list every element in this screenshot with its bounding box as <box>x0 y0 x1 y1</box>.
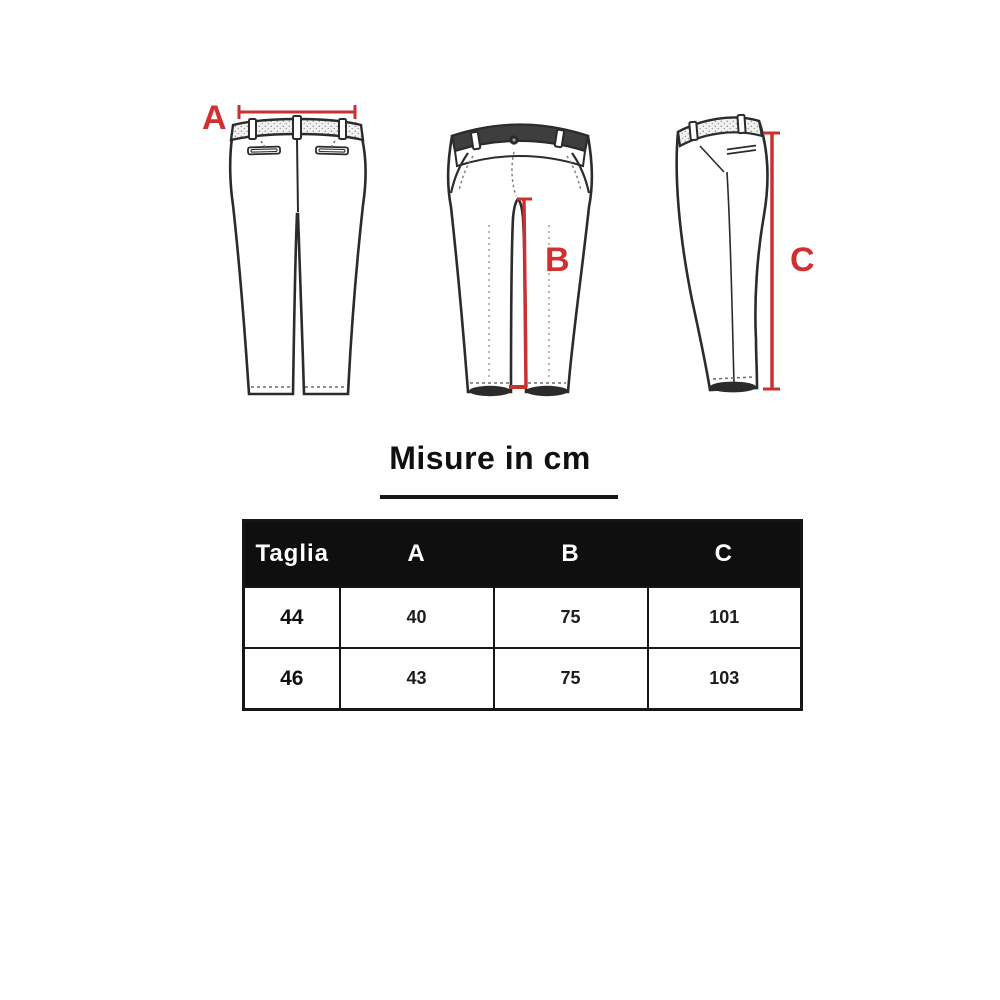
cell-44-b: 75 <box>494 587 648 648</box>
title-underline <box>380 495 618 499</box>
size-table-row-46 <box>244 648 802 710</box>
size-table-header-b: B <box>494 521 648 588</box>
cell-size-44: 44 <box>244 587 340 648</box>
side-view-pants-drawing <box>677 115 815 393</box>
cell-46-c: 103 <box>648 648 802 710</box>
waist-button <box>509 135 518 144</box>
measure-label-c: C <box>790 241 815 279</box>
measure-label-b: B <box>545 241 570 279</box>
cell-size-46: 46 <box>244 648 340 710</box>
size-table-header-taglia: Taglia <box>244 521 340 588</box>
cell-44-a: 40 <box>340 587 494 648</box>
back-pocket-left <box>248 147 280 155</box>
size-chart-title: Misure in cm <box>389 440 591 476</box>
pants-measurement-diagram <box>0 0 1000 430</box>
cell-46-b: 75 <box>494 648 648 710</box>
size-table-header-row <box>244 521 802 588</box>
cell-46-a: 43 <box>340 648 494 710</box>
size-table <box>242 519 803 711</box>
measure-label-a: A <box>202 99 227 137</box>
back-pocket-right <box>316 147 348 155</box>
back-view-pants-drawing <box>202 99 366 394</box>
measure-line-c <box>763 133 780 389</box>
front-view-pants-drawing <box>448 125 592 397</box>
size-table-header-c: C <box>648 521 802 588</box>
size-table-header-a: A <box>340 521 494 588</box>
cell-44-c: 101 <box>648 587 802 648</box>
size-table-row-44 <box>244 587 802 648</box>
